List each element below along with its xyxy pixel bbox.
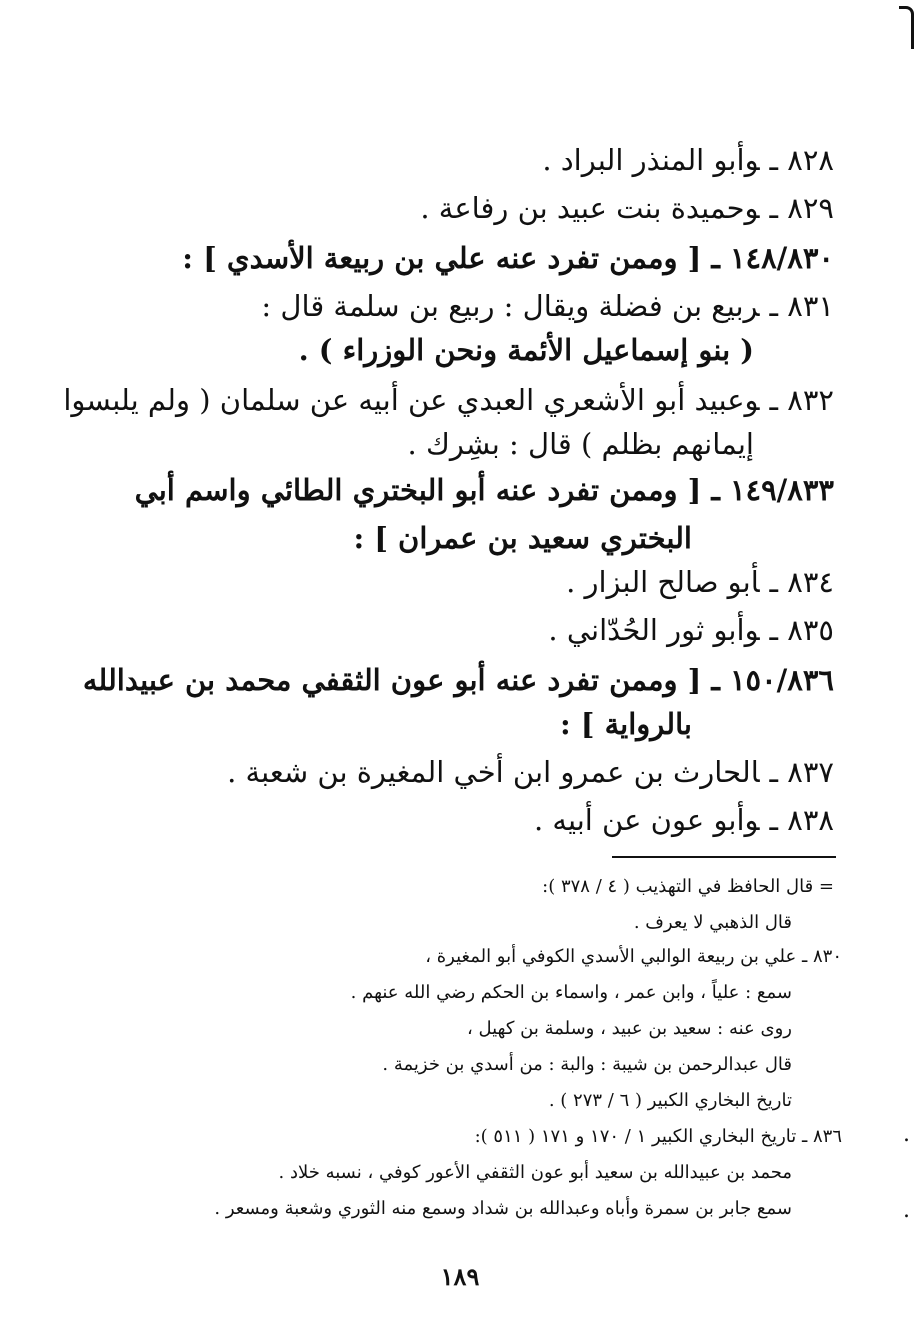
page-corner-mark [899,6,914,49]
entry-number: ٨٣٥ ـ [769,613,834,647]
entry-text: وأبو المنذر البراد . [542,143,760,177]
entry-number: ١٤٨/٨٣٠ ـ [711,241,834,275]
page-number: ١٨٩ [440,1262,480,1291]
footnote-divider [612,856,836,858]
footnote-line: سمع جابر بن سمرة وأباه وعبدالله بن شداد وسمع منه الثوري وشعبة ومسعر . [214,1198,792,1219]
entry-text: وأبو عون عن أبيه . [533,803,760,837]
margin-dot: . [903,1122,910,1147]
entry-831 [80,286,834,326]
entry-837 [80,752,834,792]
entry-text: وحميدة بنت عبيد بن رفاعة . [420,191,760,225]
section-heading-148 [80,238,834,278]
footnote-line: ٨٣٦ ـ تاريخ البخاري الكبير ١ / ١٧٠ و ١٧١ ( ٥١١ ): [474,1126,842,1147]
entry-text: ربيع بن فضلة ويقال : ربيع بن سلمة قال : [261,289,760,323]
footnote-line: = قال الحافظ في التهذيب ( ٤ / ٣٧٨ ): [542,876,834,897]
quote-line [80,330,754,370]
entry-number: ٨٢٩ ـ [769,191,834,225]
section-heading-150 [80,660,834,700]
entry-838 [80,800,834,840]
entry-text: [ وممن تفرد عنه أبو عون الثقفي محمد بن عبيدالله [82,663,702,697]
section-heading-149-continued [80,518,692,558]
entry-number: ١٥٠/٨٣٦ ـ [711,663,834,697]
entry-text: [ وممن تفرد عنه أبو البختري الطائي واسم أبي [134,473,702,507]
margin-dot: . [903,1198,910,1223]
entry-834 [80,562,834,602]
entry-number: ٨٣٢ ـ [769,383,834,417]
footnote-line: محمد بن عبيدالله بن سعيد أبو عون الثقفي الأعور كوفي ، نسبه خلاد . [278,1162,792,1183]
entry-832-continued [80,424,754,464]
entry-number: ١٤٩/٨٣٣ ـ [711,473,834,507]
entry-text: البختري سعيد بن عمران ] : [353,521,692,555]
entry-828 [80,140,834,180]
footnote-line: روى عنه : سعيد بن عبيد ، وسلمة بن كهيل ، [466,1018,792,1039]
footnote-line: قال الذهبي لا يعرف . [633,912,792,933]
entry-number: ٨٢٨ ـ [769,143,834,177]
entry-number: ٨٣٤ ـ [769,565,834,599]
entry-number: ٨٣١ ـ [769,289,834,323]
footnote-line: قال عبدالرحمن بن شيبة : والبة : من أسدي بن خزيمة . [382,1054,792,1075]
entry-text: وأبو ثور الحُدّاني . [548,613,760,647]
entry-text: بالرواية ] : [559,707,692,741]
entry-text: أبو صالح البزار . [566,565,760,599]
entry-text: وعبيد أبو الأشعري العبدي عن أبيه عن سلمان ( ولم يلبسوا [63,383,760,417]
entry-text: [ وممن تفرد عنه علي بن ربيعة الأسدي ] : [182,241,702,275]
entry-832 [63,380,834,420]
entry-835 [80,610,834,650]
section-heading-150-continued [80,704,692,744]
footnote-line: ٨٣٠ ـ علي بن ربيعة الوالبي الأسدي الكوفي أبو المغيرة ، [425,946,842,967]
entry-text: الحارث بن عمرو ابن أخي المغيرة بن شعبة . [227,755,760,789]
footnote-line: سمع : علياً ، وابن عمر ، واسماء بن الحكم رضي الله عنهم . [350,982,792,1003]
entry-829 [80,188,834,228]
entry-number: ٨٣٧ ـ [769,755,834,789]
footnote-line: تاريخ البخاري الكبير ( ٦ / ٢٧٣ ) . [548,1090,792,1111]
entry-number: ٨٣٨ ـ [769,803,834,837]
section-heading-149 [80,470,834,510]
entry-text: إيمانهم بظلم ) قال : بشِرك . [407,427,754,461]
entry-text: ( بنو إسماعيل الأئمة ونحن الوزراء ) . [298,333,754,367]
